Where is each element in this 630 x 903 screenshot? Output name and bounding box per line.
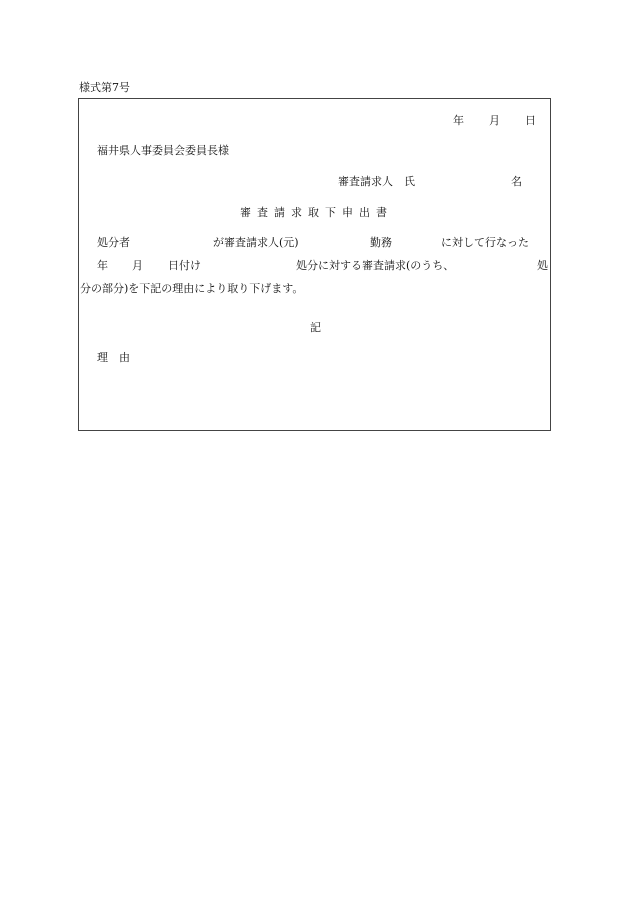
body-line1-disposer: 処分者 <box>97 236 130 249</box>
body-line2-request: 処分に対する審査請求(のうち、 <box>296 259 455 272</box>
ki-heading: 記 <box>310 321 321 334</box>
body-line2-month: 月 <box>132 259 143 272</box>
date-day-label: 日 <box>525 114 536 127</box>
body-line3: 分の部分)を下記の理由により取り下げます。 <box>80 282 304 295</box>
requester-name-suffix: 名 <box>511 175 522 188</box>
date-year-label: 年 <box>453 114 464 127</box>
body-line2-day: 日付け <box>168 259 201 272</box>
body-line1-requester: が審査請求人(元) <box>213 236 299 249</box>
form-number: 様式第7号 <box>79 81 130 94</box>
reason-label: 理 由 <box>97 351 130 364</box>
body-line2-year: 年 <box>97 259 108 272</box>
date-month-label: 月 <box>489 114 500 127</box>
addressee: 福井県人事委員会委員長様 <box>97 144 229 157</box>
requester-label: 審査請求人 氏 <box>338 175 415 188</box>
page-title: 審査請求取下申出書 <box>240 206 393 219</box>
body-line2-tail: 処 <box>537 259 548 272</box>
body-line1-work: 勤務 <box>370 236 392 249</box>
body-line1-action: に対して行なった <box>441 236 529 249</box>
